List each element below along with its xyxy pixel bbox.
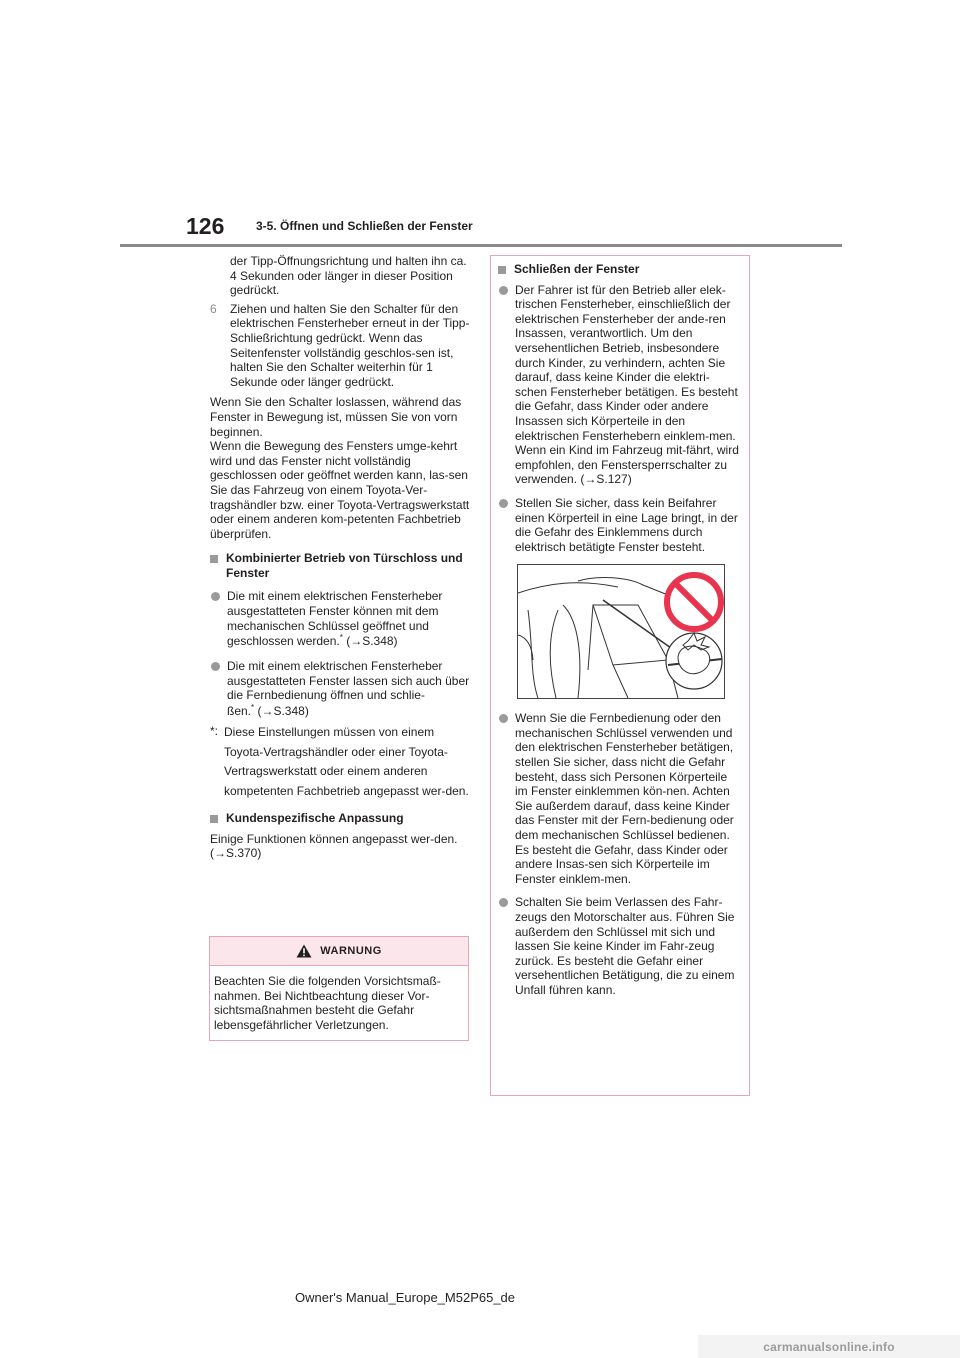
step-6 [210, 302, 470, 390]
circle-bullet-icon [211, 592, 220, 601]
paragraph-reverse: Wenn die Bewegung des Fensters umge-kehrt wird und das Fenster nicht vollständig geschlossen oder geöffnet werden kann, las-sen Sie das Fahrzeug von einem Toyota-Ver-tragshändler bzw. einer Toyota-Vertragswerkstatt oder einem anderen kom-petenten Fachbetrieb überprüfen. [210, 439, 470, 541]
asterisk-mark: * [251, 703, 255, 713]
bullet-text: Wenn Sie die Fernbedienung oder den mechanischen Schlüssel verwenden und den elektrischen Fensterheber betätigen, stellen Sie sicher, dass nicht die Gefahr besteht, dass sich Personen Körperteile im Fenster einklemmen kön-nen. Achten Sie außerdem darauf, dass keine Kinder das Fenster mit der Fern-bedienung oder dem mechanischen Schlüssel bedienen. Es besteht die Gefahr, dass Kinder oder andere Insas-sen sich Körperteile im Fenster einklem-men. [515, 711, 734, 886]
warning-box-closing-windows [490, 255, 750, 1096]
paragraph-customization: Einige Funktionen können angepasst wer-den. (→S.370) [210, 831, 458, 861]
square-bullet-icon [210, 815, 218, 823]
heading-text: Kombinierter Betrieb von Türschloss und Fenster [226, 551, 463, 580]
footnote-text: Diese Einstellungen müssen von einem Toyota-Vertragshändler oder einer Toyota-Vertragswerkstatt oder einem anderen kompetenten Fachbetrieb angepasst wer-den. [224, 725, 469, 798]
bullet-driver-responsible [498, 283, 741, 487]
warning-text: Beachten Sie die folgenden Vorsichtsmaß-nahmen. Bei Nichtbeachtung dieser Vor-sichtsmaßnahmen besteht die Gefahr lebensgefährlicher Verletzungen. [214, 974, 441, 1032]
bullet-remote [210, 659, 470, 720]
bullet-passenger-body [498, 496, 741, 554]
paragraph-release: Wenn Sie den Schalter loslassen, während das Fenster in Bewegung ist, müssen Sie von vorn beginnen. [210, 395, 462, 439]
warning-box [209, 936, 469, 1041]
bullet-remote-key [498, 711, 741, 886]
page-reference: (→S.348) [254, 704, 309, 719]
bullet-text-end: geschlossen werden. [227, 634, 340, 649]
bullet-text: Der Fahrer ist für den Betrieb aller elek-trischen Fensterheber, einschließlich der elektrischen Fensterheber der ande-ren Insassen, verantwortlich. Um den versehentlichen Betrieb, insbesondere durch Kinder, zu verhindern, achten Sie darauf, dass keine Kinder die elektri-schen Fensterheber betätigen. Es besteht die Gefahr, dass Kinder oder andere Insassen sich Körperteile in den elektrischen Fensterhebern einklem-men. Wenn ein Kind im Fahrzeug mit-fährt, wird empfohlen, den Fenstersperrschalter zu verwenden. (→S.127) [515, 282, 739, 487]
bullet-text: Die mit einem elektrischen Fensterheber ausgestatteten Fenster lassen sich auch über die Fernbedienung öffnen und schlie- [227, 659, 470, 703]
bullet-mechanical-key [210, 589, 470, 650]
page-number: 126 [186, 213, 225, 239]
heading-closing-windows [498, 262, 741, 277]
bullet-text: Schalten Sie beim Verlassen des Fahr-zeugs den Motorschalter aus. Führen Sie außerdem den Schlüssel mit sich und lassen Sie keine Kinder im Fahr-zeug zurück. Es besteht die Gefahr einer versehentlichen Betätigung, die zu einem Unfall führen kann. [515, 895, 735, 997]
circle-bullet-icon [499, 714, 508, 723]
page-reference: (→S.348) [342, 634, 398, 649]
window-pinch-illustration [517, 564, 725, 699]
circle-bullet-icon [499, 286, 508, 295]
warning-label: WARNUNG [320, 945, 382, 957]
watermark: carmanualsonline.info [698, 1335, 960, 1358]
bullet-leaving-vehicle [498, 895, 741, 997]
step-number: 6 [210, 301, 217, 316]
bullet-text: Die mit einem elektrischen Fensterheber ausgestatteten Fenster können mit dem mechanischen Schlüssel geöffnet und [227, 589, 443, 633]
warning-triangle-icon [296, 944, 312, 958]
header-rule [120, 244, 842, 247]
section-title: 3-5. Öffnen und Schließen der Fenster [256, 219, 473, 233]
circle-bullet-icon [211, 662, 220, 671]
footnote [210, 723, 470, 801]
footer-text: Owner's Manual_Europe_M52P65_de [295, 1290, 516, 1305]
warning-header [210, 937, 468, 966]
left-column [210, 254, 470, 861]
heading-door-lock-window [210, 551, 470, 580]
heading-customization [210, 811, 470, 826]
step-continuation: der Tipp-Öffnungsrichtung und halten ihn ca. 4 Sekunden oder länger in dieser Position gedrückt. [230, 254, 467, 298]
footnote-mark: *: [210, 724, 219, 739]
circle-bullet-icon [499, 499, 508, 508]
bullet-text-end: ßen. [227, 704, 252, 719]
bullet-text: Stellen Sie sicher, dass kein Beifahrer einen Körperteil in eine Lage bringt, in der die Gefahr des Einklemmens durch elektrisch betätigte Fenster besteht. [515, 495, 738, 554]
circle-bullet-icon [499, 898, 508, 907]
step-text: Ziehen und halten Sie den Schalter für den elektrischen Fensterheber erneut in der Tipp-Schließrichtung gedrückt. Wenn das Seitenfenster vollständig geschlos-sen ist, halten Sie den Schalter weiterhin für 1 Sekunde oder länger gedrückt. [230, 301, 470, 389]
window-pinch-warning-icon [518, 565, 724, 698]
asterisk-mark: * [339, 633, 343, 643]
heading-text: Kundenspezifische Anpassung [226, 811, 404, 826]
heading-text: Schließen der Fenster [514, 262, 640, 276]
square-bullet-icon [210, 555, 218, 563]
square-bullet-icon [498, 266, 506, 274]
